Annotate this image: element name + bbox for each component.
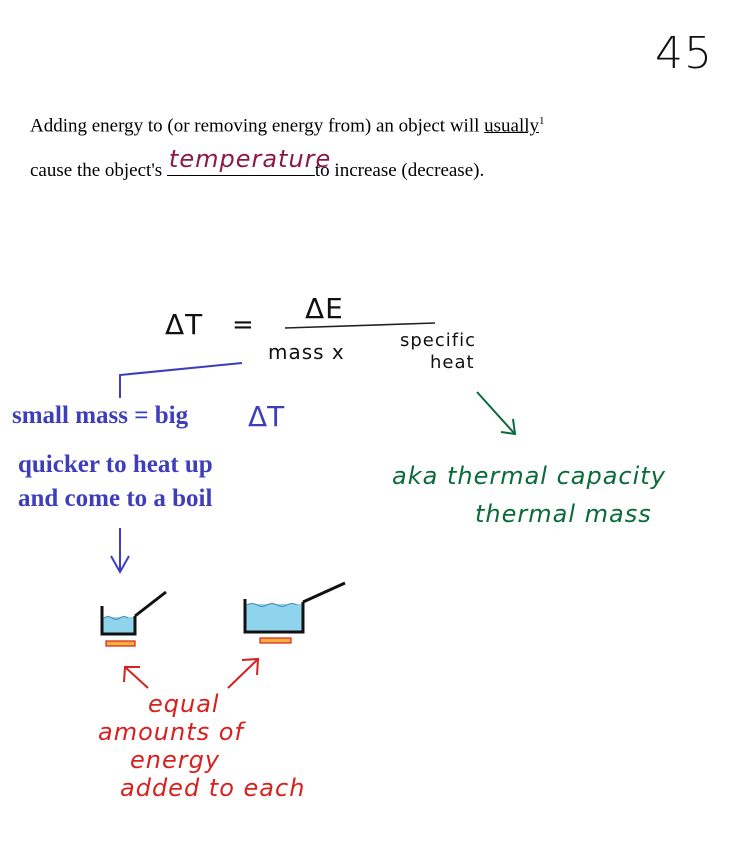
- usually-underlined: usually: [484, 115, 540, 137]
- note-red-line-1: equal: [148, 690, 220, 718]
- note-aka-thermal-capacity: aka thermal capacity: [392, 462, 666, 490]
- intro-line-2-before: cause the object's: [30, 160, 167, 181]
- page-number: 45: [655, 28, 713, 79]
- handwritten-temperature: temperature: [168, 145, 332, 173]
- small-pot-icon: [102, 592, 166, 634]
- small-pot-burner: [106, 641, 135, 646]
- blue-down-arrow-icon: [111, 528, 129, 572]
- fraction-bar: [285, 323, 435, 328]
- intro-line-2-after: to increase (decrease).: [314, 160, 485, 181]
- footnote-marker: 1: [539, 115, 545, 127]
- equation-delta-t: ΔT: [165, 308, 204, 341]
- green-arrow-icon: [477, 392, 515, 434]
- note-come-to-boil: and come to a boil: [18, 485, 213, 512]
- equation-delta-e: ΔE: [305, 292, 344, 325]
- equation-specific: specific: [400, 330, 477, 351]
- equation-mass-times: mass x: [268, 340, 345, 364]
- intro-line-1-text: Adding energy to (or removing energy from) an object will: [30, 115, 485, 137]
- big-pot-burner: [260, 638, 291, 643]
- big-pot-icon: [245, 583, 345, 632]
- note-quicker-heat: quicker to heat up: [18, 451, 213, 478]
- equation-heat: heat: [430, 352, 475, 373]
- note-small-mass: small mass = big: [12, 402, 189, 429]
- note-red-line-2: amounts of: [98, 718, 244, 746]
- note-red-line-4: added to each: [120, 774, 306, 802]
- red-arrow-right-icon: [228, 659, 258, 688]
- red-arrow-left-icon: [124, 667, 148, 688]
- mass-bracket-line: [120, 363, 242, 398]
- note-red-line-3: energy: [130, 746, 221, 774]
- note-big-delta-t: ΔT: [248, 400, 285, 433]
- equation-equals: =: [232, 310, 255, 340]
- note-thermal-mass: thermal mass: [475, 500, 652, 528]
